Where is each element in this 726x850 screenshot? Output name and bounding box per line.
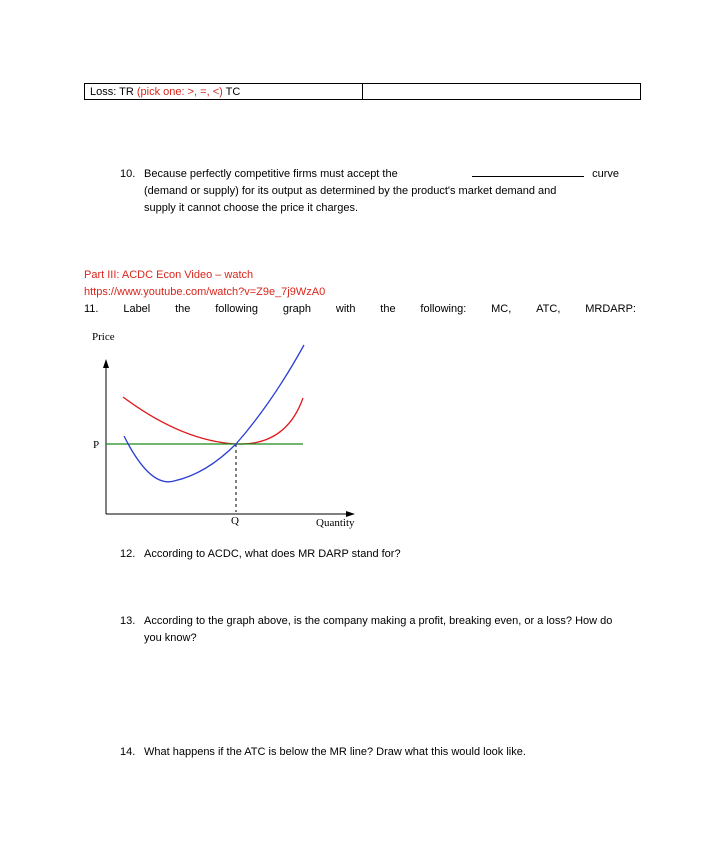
- q11-word: graph: [282, 303, 312, 315]
- q10-line1-a: Because perfectly competitive firms must accept the: [144, 168, 398, 180]
- mc-curve: [124, 345, 304, 482]
- y-axis-arrow: [103, 359, 109, 368]
- p-label: P: [93, 439, 100, 451]
- q11-word: ATC,: [536, 303, 561, 315]
- q11-word: with: [335, 303, 356, 315]
- q13-line2: you know?: [144, 632, 197, 644]
- q10-blank[interactable]: [472, 166, 584, 177]
- q10-line3: supply it cannot choose the price it charges.: [144, 202, 359, 214]
- q10-line2: (demand or supply) for its output as determined by the product's market demand and: [144, 185, 557, 197]
- q11-word: Label: [123, 303, 151, 315]
- question-11: [84, 301, 636, 318]
- price-axis-label: Price: [92, 331, 115, 343]
- q11-word: following: [215, 303, 259, 315]
- question-10: [120, 166, 660, 214]
- quantity-axis-label: Quantity: [316, 517, 355, 529]
- part-3-url[interactable]: https://www.youtube.com/watch?v=Z9e_7j9WzA0: [84, 286, 326, 298]
- q11-number: 11.: [84, 303, 99, 315]
- q12-text: According to ACDC, what does MR DARP stand for?: [144, 548, 401, 560]
- cost-curve-graph: [80, 325, 380, 535]
- part-3-title: Part III: ACDC Econ Video – watch: [84, 269, 254, 281]
- part-3-heading: [84, 267, 325, 301]
- loss-cell: [85, 84, 363, 99]
- q11-word: the: [175, 303, 191, 315]
- q11-word: following:: [420, 303, 467, 315]
- q-label: Q: [231, 515, 239, 527]
- q13-line1: According to the graph above, is the company making a profit, breaking even, or a loss? How do: [144, 615, 613, 627]
- pick-one-hint: (pick one: >, =, <): [136, 86, 223, 98]
- question-12: [120, 546, 660, 563]
- q14-text: What happens if the ATC is below the MR line? Draw what this would look like.: [144, 746, 526, 758]
- loss-prefix: Loss: TR: [90, 86, 137, 98]
- answer-table-row: [84, 83, 641, 100]
- q11-word: MC,: [491, 303, 512, 315]
- answer-cell[interactable]: [363, 84, 640, 99]
- question-10-number: 10.: [120, 168, 136, 180]
- question-14: [120, 744, 660, 761]
- question-13: [120, 613, 660, 644]
- loss-suffix: TC: [222, 86, 241, 98]
- atc-curve: [123, 397, 303, 444]
- q11-word: MRDARP:: [585, 303, 636, 315]
- question-14-number: 14.: [120, 746, 136, 758]
- q10-line1-b: curve: [592, 168, 619, 180]
- question-13-number: 13.: [120, 615, 136, 627]
- question-12-number: 12.: [120, 548, 136, 560]
- q11-word: the: [380, 303, 396, 315]
